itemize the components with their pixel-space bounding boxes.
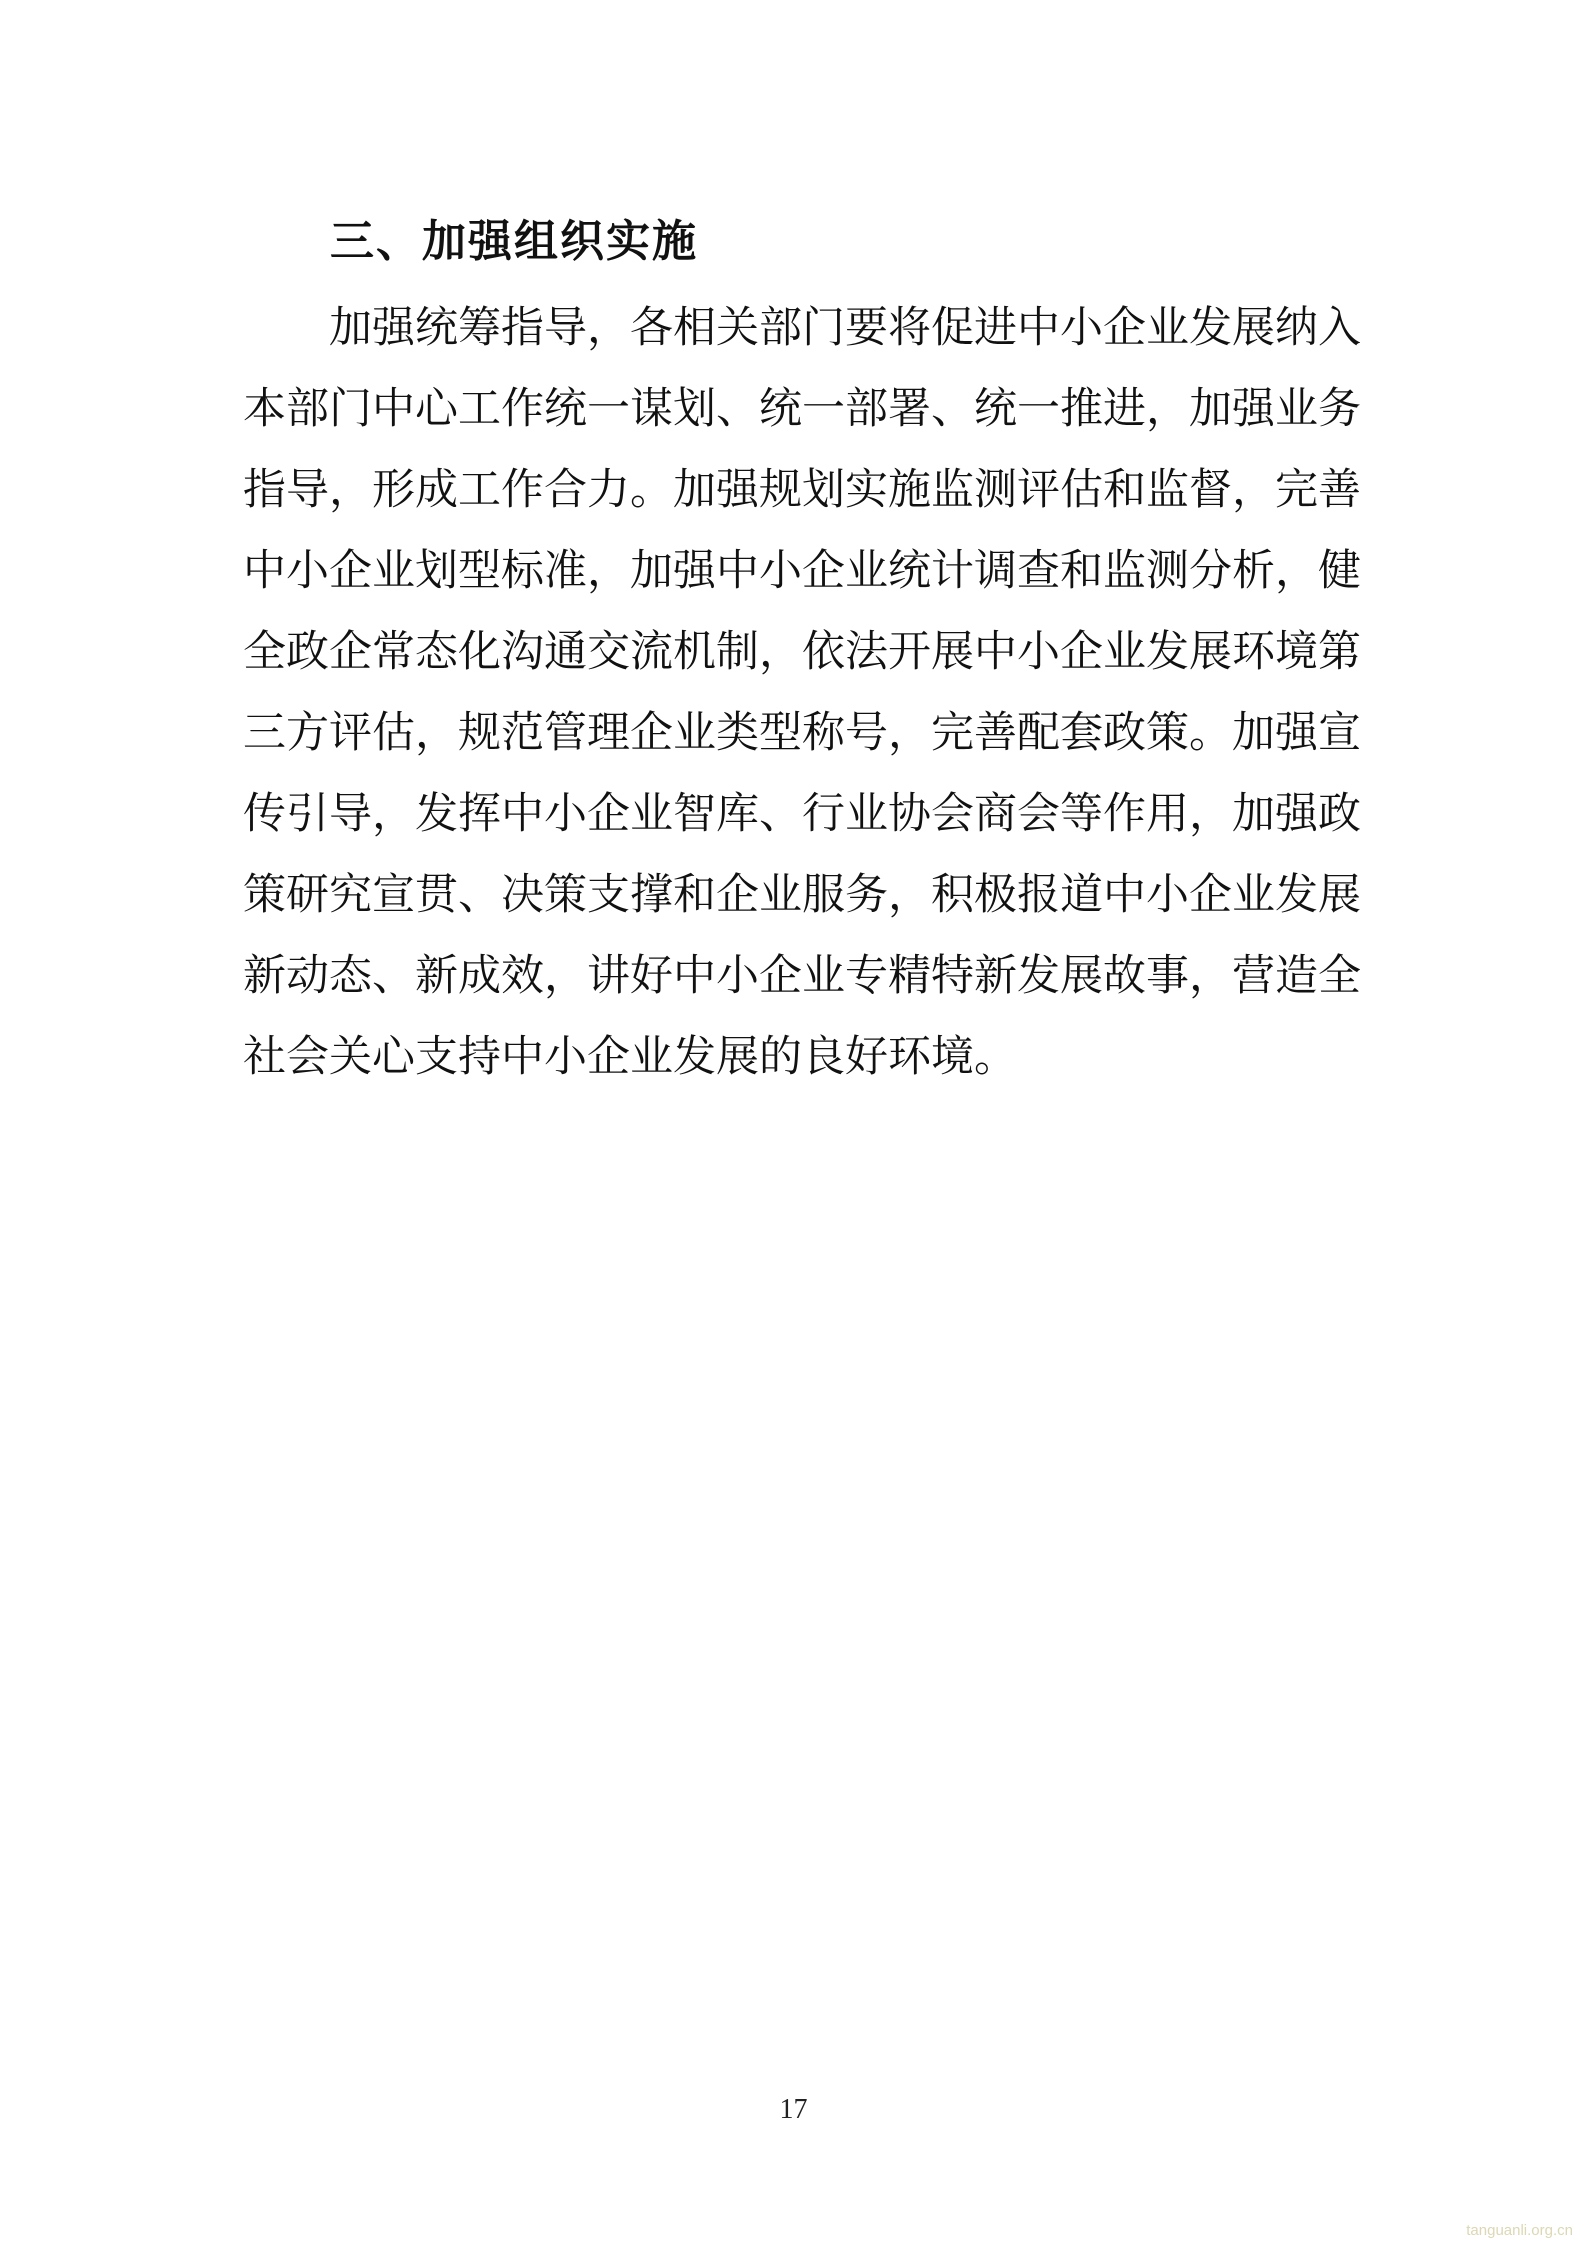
page-number: 17: [779, 2094, 808, 2125]
paragraph-line: 传引导，发挥中小企业智库、行业协会商会等作用，加强政: [243, 789, 1361, 839]
paragraph-line: 社会关心支持中小企业发展的良好环境。: [243, 1032, 1017, 1082]
paragraph-line: 三方评估，规范管理企业类型称号，完善配套政策。加强宣: [243, 708, 1361, 758]
paragraph-line: 全政企常态化沟通交流机制，依法开展中小企业发展环境第: [243, 627, 1361, 677]
paragraph-line: 指导，形成工作合力。加强规划实施监测评估和监督，完善: [243, 465, 1361, 515]
paragraph-line: 加强统筹指导，各相关部门要将促进中小企业发展纳入: [329, 303, 1361, 353]
paragraph-line: 策研究宣贯、决策支撑和企业服务，积极报道中小企业发展: [243, 870, 1361, 920]
section-heading: 三、加强组织实施: [330, 216, 698, 267]
paragraph-line: 本部门中心工作统一谋划、统一部署、统一推进，加强业务: [243, 384, 1361, 434]
paragraph-line: 新动态、新成效，讲好中小企业专精特新发展故事，营造全: [243, 951, 1361, 1001]
paragraph-line: 中小企业划型标准，加强中小企业统计调查和监测分析，健: [243, 546, 1361, 596]
body-paragraph: [243, 288, 1361, 1098]
watermark: tanguanli.org.cn: [1466, 2222, 1573, 2239]
